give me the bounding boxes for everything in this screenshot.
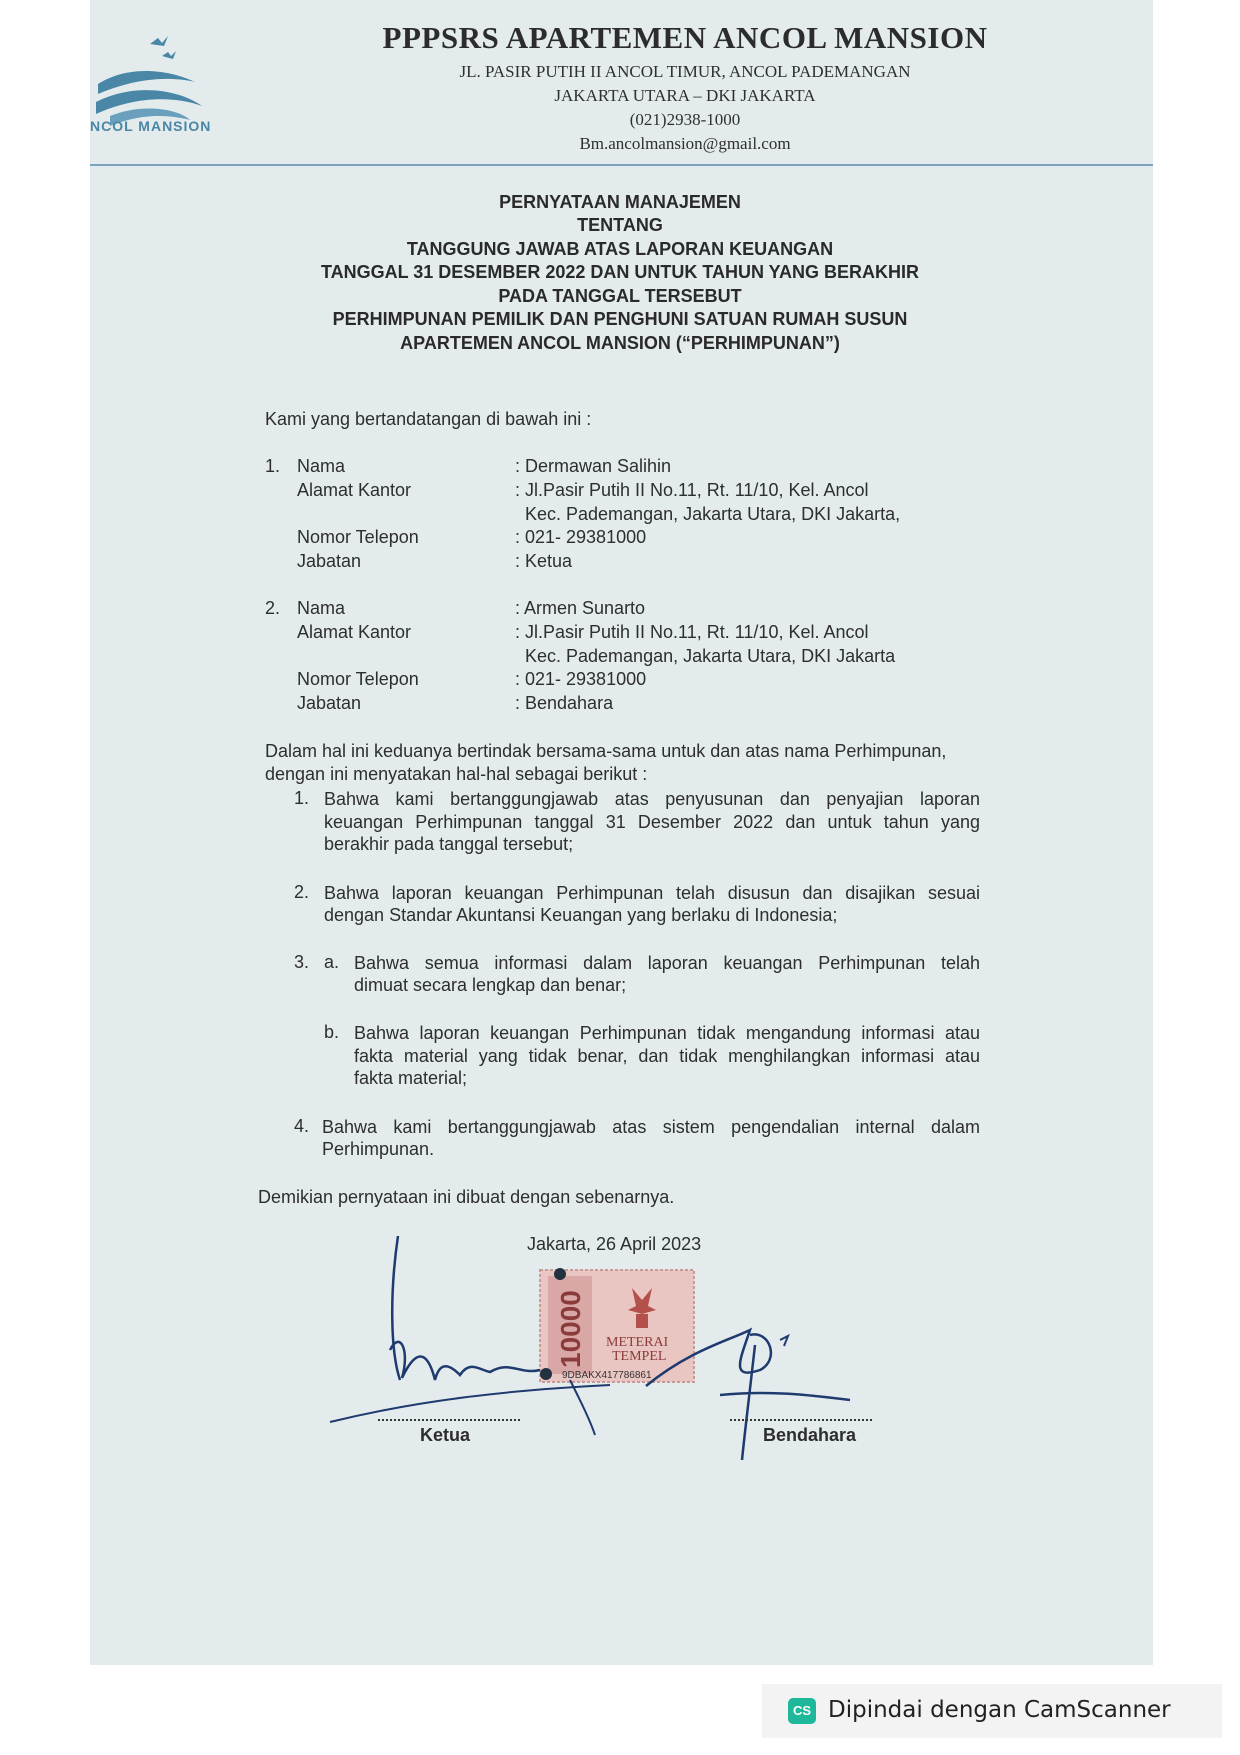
office-address: : Jl.Pasir Putih II No.11, Rt. 11/10, Kel. Ancol (515, 480, 869, 500)
title-line: TENTANG (577, 215, 663, 235)
address-line-2: JAKARTA UTARA – DKI JAKARTA (554, 86, 816, 105)
document-page (90, 0, 1153, 1665)
logo-wordmark: NCOL MANSION (90, 118, 212, 134)
person-number: 2. (265, 598, 281, 618)
office-address-cont: Kec. Pademangan, Jakarta Utara, DKI Jakarta (525, 646, 896, 666)
point-text-line: dengan Standar Akuntansi Keuangan yang berlaku di Indonesia; (324, 905, 838, 925)
field-label: Alamat Kantor (297, 480, 412, 500)
sub-point-letter: a. (324, 952, 340, 972)
field-label: Nomor Telepon (297, 527, 419, 547)
letterhead-divider (90, 164, 1153, 166)
place-date: Jakarta, 26 April 2023 (527, 1234, 702, 1254)
point-text-line: Bahwa kami bertanggungjawab atas sistem pengendalian internal dalam (322, 1117, 980, 1137)
address-line-1: JL. PASIR PUTIH II ANCOL TIMUR, ANCOL PADEMANGAN (459, 62, 911, 81)
field-label: Nama (297, 456, 346, 476)
point-text-line: fakta material; (354, 1068, 468, 1088)
point-number: 3. (294, 952, 310, 972)
person-position: : Ketua (515, 551, 573, 571)
office-address-cont: Kec. Pademangan, Jakarta Utara, DKI Jakarta, (525, 504, 901, 524)
person-number: 1. (265, 456, 281, 476)
title-line: APARTEMEN ANCOL MANSION (“PERHIMPUNAN”) (400, 333, 840, 353)
point-text-line: Bahwa semua informasi dalam laporan keuangan Perhimpunan telah (354, 953, 980, 973)
intro-text: Kami yang bertandatangan di bawah ini : (265, 409, 592, 429)
point-number: 2. (294, 882, 310, 902)
point-text-line: keuangan Perhimpunan tanggal 31 Desember 2022 dan untuk tahun yang (324, 812, 980, 832)
point-text-line: Bahwa laporan keuangan Perhimpunan telah disusun dan disajikan sesuai (324, 883, 980, 903)
person-name: : Dermawan Salihin (515, 456, 672, 476)
person-name: : Armen Sunarto (515, 598, 646, 618)
stamp-label-2: TEMPEL (612, 1349, 667, 1364)
sub-point-letter: b. (324, 1022, 340, 1042)
title-line: TANGGAL 31 DESEMBER 2022 DAN UNTUK TAHUN YANG BERAKHIR (320, 262, 920, 282)
point-text-line: Bahwa laporan keuangan Perhimpunan tidak mengandung informasi atau (354, 1023, 980, 1043)
stamp-serial: 9DBAKX417786861 (562, 1370, 652, 1381)
person-phone: : 021- 29381000 (515, 527, 647, 547)
organization-name: PPPSRS APARTEMEN ANCOL MANSION (382, 20, 988, 55)
person-position: : Bendahara (515, 693, 614, 713)
field-label: Jabatan (297, 551, 362, 571)
field-label: Jabatan (297, 693, 362, 713)
field-label: Nama (297, 598, 346, 618)
title-line: PERNYATAAN MANAJEMEN (499, 192, 741, 212)
camscanner-watermark (762, 1684, 1222, 1738)
point-text-line: fakta material yang tidak benar, dan tidak menghilangkan informasi atau (354, 1046, 980, 1066)
email-address: Bm.ancolmansion@gmail.com (579, 134, 791, 153)
meterai-stamp (538, 1268, 696, 1384)
point-text-line: Bahwa kami bertanggungjawab atas penyusunan dan penyajian laporan (324, 789, 980, 809)
point-text-line: Perhimpunan. (322, 1139, 435, 1159)
title-line: TANGGUNG JAWAB ATAS LAPORAN KEUANGAN (406, 239, 834, 259)
point-number: 1. (294, 788, 310, 808)
point-text-line: dimuat secara lengkap dan benar; (354, 975, 627, 995)
stamp-value: 10000 (555, 1290, 586, 1368)
camscanner-text: Dipindai dengan CamScanner (828, 1697, 1171, 1723)
ketua-role-label: Ketua (420, 1425, 471, 1445)
phone-number: (021)2938-1000 (629, 110, 741, 129)
point-number: 4. (294, 1116, 310, 1136)
statement-intro: dengan ini menyatakan hal-hal sebagai berikut : (265, 764, 648, 784)
closing-text: Demikian pernyataan ini dibuat dengan sebenarnya. (258, 1187, 675, 1207)
title-line: PERHIMPUNAN PEMILIK DAN PENGHUNI SATUAN RUMAH SUSUN (332, 309, 908, 329)
title-line: PADA TANGGAL TERSEBUT (498, 286, 742, 306)
statement-intro: Dalam hal ini keduanya bertindak bersama-sama untuk dan atas nama Perhimpunan, (265, 741, 947, 761)
camscanner-icon: CS (788, 1698, 816, 1724)
signature-line-right (730, 1419, 872, 1421)
office-address: : Jl.Pasir Putih II No.11, Rt. 11/10, Kel. Ancol (515, 622, 869, 642)
stamp-label-1: METERAI (606, 1335, 669, 1350)
field-label: Alamat Kantor (297, 622, 412, 642)
person-phone: : 021- 29381000 (515, 669, 647, 689)
bendahara-role-label: Bendahara (763, 1425, 857, 1445)
field-label: Nomor Telepon (297, 669, 419, 689)
point-text-line: berakhir pada tanggal tersebut; (324, 834, 574, 854)
signature-line-left (378, 1419, 520, 1421)
